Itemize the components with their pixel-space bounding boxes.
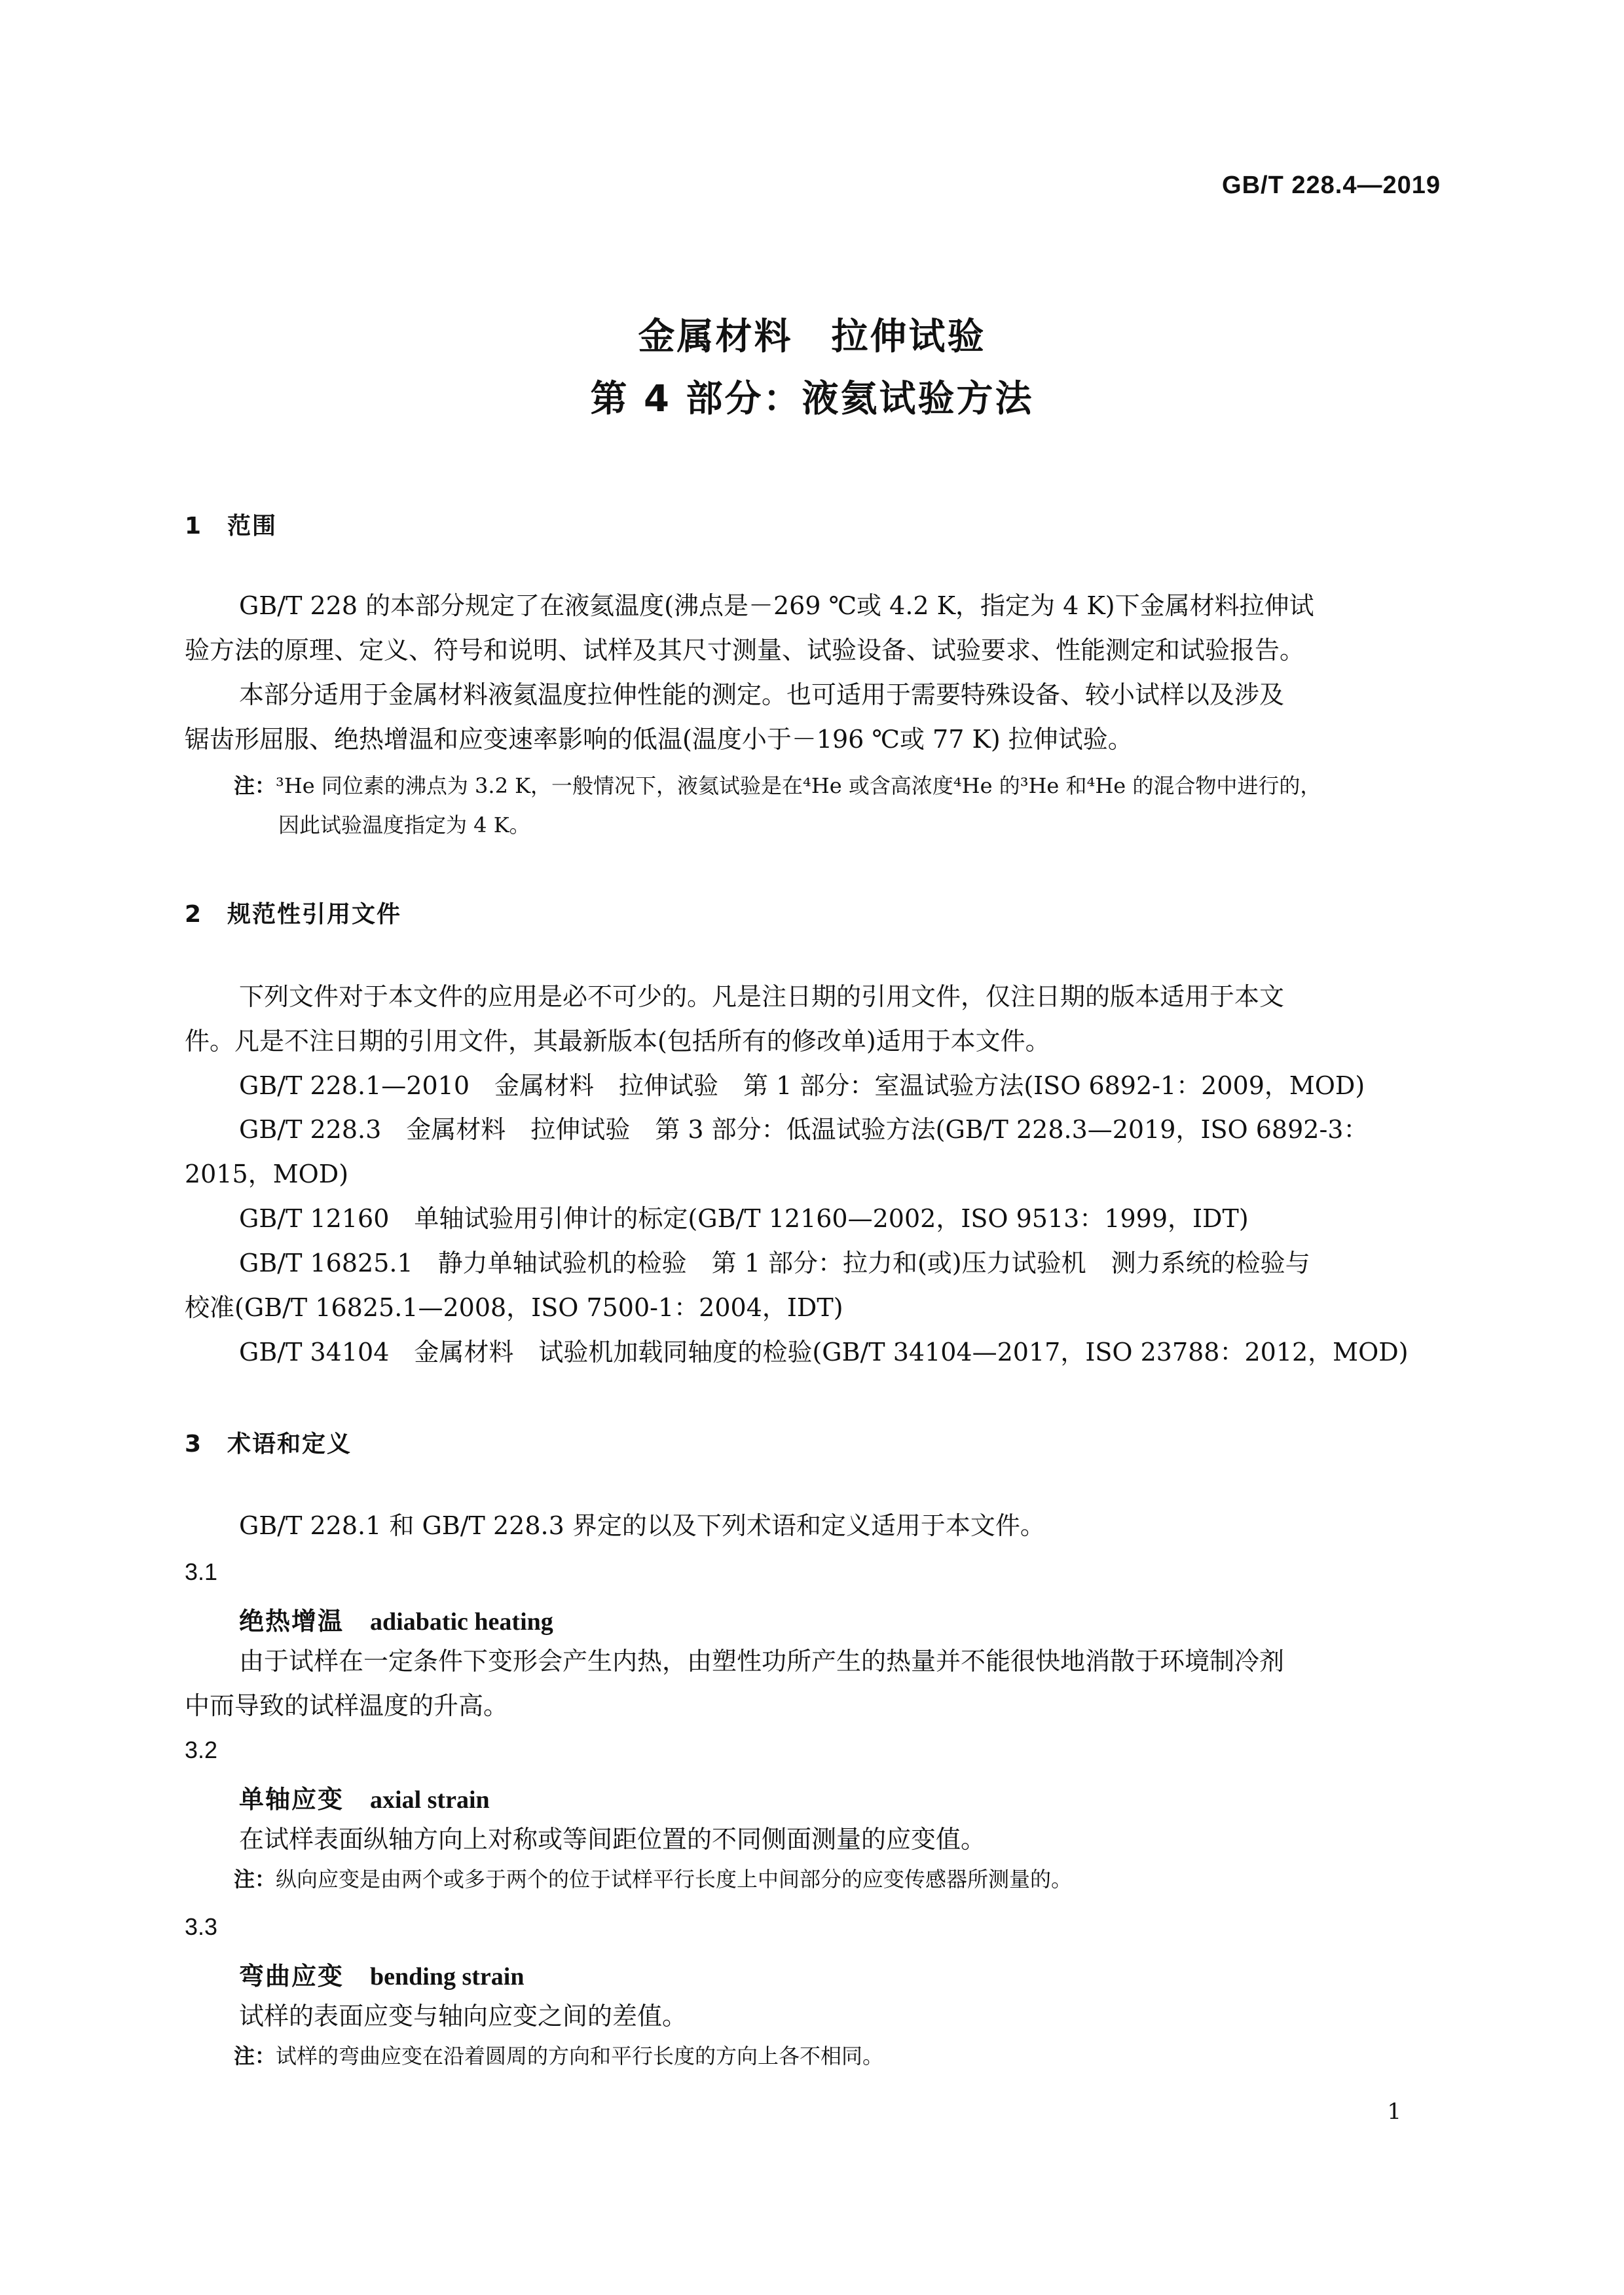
document-title: 金属材料 拉伸试验 [638, 316, 986, 358]
paragraph-line: 锯齿形屈服、绝热增温和应变速率影响的低温(温度小于－196 ℃或 77 K) 拉伸试验。 [185, 725, 1133, 754]
definition-line: 由于试样在一定条件下变形会产生内热，由塑性功所产生的热量并不能很快地消散于环境制冷剂 [239, 1647, 1285, 1676]
section-title: 规范性引用文件 [227, 901, 402, 928]
note [234, 771, 1439, 800]
term-chinese: 弯曲应变 [239, 1962, 344, 1991]
reference-item: GB/T 228.1—2010 金属材料 拉伸试验 第 1 部分：室温试验方法(ISO 6892-1：2009，MOD) [239, 1071, 1365, 1100]
section-heading-normative-references [185, 896, 401, 929]
paragraph-line: 件。凡是不注日期的引用文件，其最新版本(包括所有的修改单)适用于本文件。 [185, 1027, 1050, 1056]
section-title: 术语和定义 [227, 1431, 352, 1458]
term-entry [239, 1779, 490, 1815]
term-chinese: 单轴应变 [239, 1785, 344, 1814]
term-chinese: 绝热增温 [239, 1607, 344, 1636]
reference-item: GB/T 34104 金属材料 试验机加载同轴度的检验(GB/T 34104—2017，ISO 23788：2012，MOD) [239, 1338, 1409, 1367]
note-text: 纵向应变是由两个或多于两个的位于试样平行长度上中间部分的应变传感器所测量的。 [276, 1867, 1073, 1892]
page-number: 1 [1387, 2099, 1401, 2125]
reference-item-continuation: 2015，MOD) [185, 1160, 349, 1188]
section-number: 2 [185, 901, 203, 928]
section-heading-terms [185, 1425, 352, 1459]
reference-item: GB/T 12160 单轴试验用引伸计的标定(GB/T 12160—2002，ISO 9513：1999，IDT) [239, 1204, 1249, 1233]
section-title: 范围 [227, 513, 278, 540]
paragraph-line: 本部分适用于金属材料液氦温度拉伸性能的测定。也可适用于需要特殊设备、较小试样以及涉及 [239, 680, 1285, 709]
term-english: adiabatic heating [370, 1608, 553, 1636]
note-label: 注： [234, 773, 276, 798]
note-text: ³He 同位素的沸点为 3.2 K，一般情况下，液氦试验是在⁴He 或含高浓度⁴He 的³He 和⁴He 的混合物中进行的， [276, 773, 1321, 798]
reference-item: GB/T 228.3 金属材料 拉伸试验 第 3 部分：低温试验方法(GB/T 228.3—2019，ISO 6892-3： [239, 1115, 1369, 1144]
term-number: 3.3 [185, 1913, 218, 1940]
section-heading-scope [185, 507, 277, 541]
term-english: axial strain [370, 1786, 490, 1814]
definition-line: 中而导致的试样温度的升高。 [185, 1691, 509, 1720]
note [234, 2042, 1439, 2070]
note-label: 注： [234, 1867, 276, 1892]
section-number: 3 [185, 1431, 203, 1458]
definition-line: 在试样表面纵轴方向上对称或等间距位置的不同侧面测量的应变值。 [239, 1825, 986, 1854]
term-english: bending strain [370, 1963, 525, 1991]
definition-line: 试样的表面应变与轴向应变之间的差值。 [239, 2002, 688, 2030]
note-text: 试样的弯曲应变在沿着圆周的方向和平行长度的方向上各不相同。 [276, 2044, 884, 2068]
paragraph-line: 下列文件对于本文件的应用是必不可少的。凡是注日期的引用文件，仅注日期的版本适用于本文 [239, 982, 1285, 1011]
reference-item: GB/T 16825.1 静力单轴试验机的检验 第 1 部分：拉力和(或)压力试验机 测力系统的检验与 [239, 1249, 1310, 1277]
term-number: 3.1 [185, 1558, 218, 1585]
reference-item-continuation: 校准(GB/T 16825.1—2008，ISO 7500-1：2004，IDT) [185, 1293, 843, 1322]
term-entry [239, 1956, 524, 1992]
paragraph-line: GB/T 228 的本部分规定了在液氦温度(沸点是－269 ℃或 4.2 K，指定为 4 K)下金属材料拉伸试 [239, 591, 1314, 620]
note-continuation: 因此试验温度指定为 4 K。 [278, 813, 530, 837]
term-number: 3.2 [185, 1736, 218, 1763]
paragraph-line: GB/T 228.1 和 GB/T 228.3 界定的以及下列术语和定义适用于本文件。 [239, 1511, 1045, 1540]
document-subtitle: 第 4 部分：液氦试验方法 [590, 378, 1034, 420]
paragraph-line: 验方法的原理、定义、符号和说明、试样及其尺寸测量、试验设备、试验要求、性能测定和试验报告。 [185, 636, 1305, 665]
note [234, 1865, 1439, 1894]
term-entry [239, 1601, 553, 1637]
note-label: 注： [234, 2044, 276, 2068]
standard-number: GB/T 228.4—2019 [1222, 172, 1441, 199]
section-number: 1 [185, 513, 203, 540]
